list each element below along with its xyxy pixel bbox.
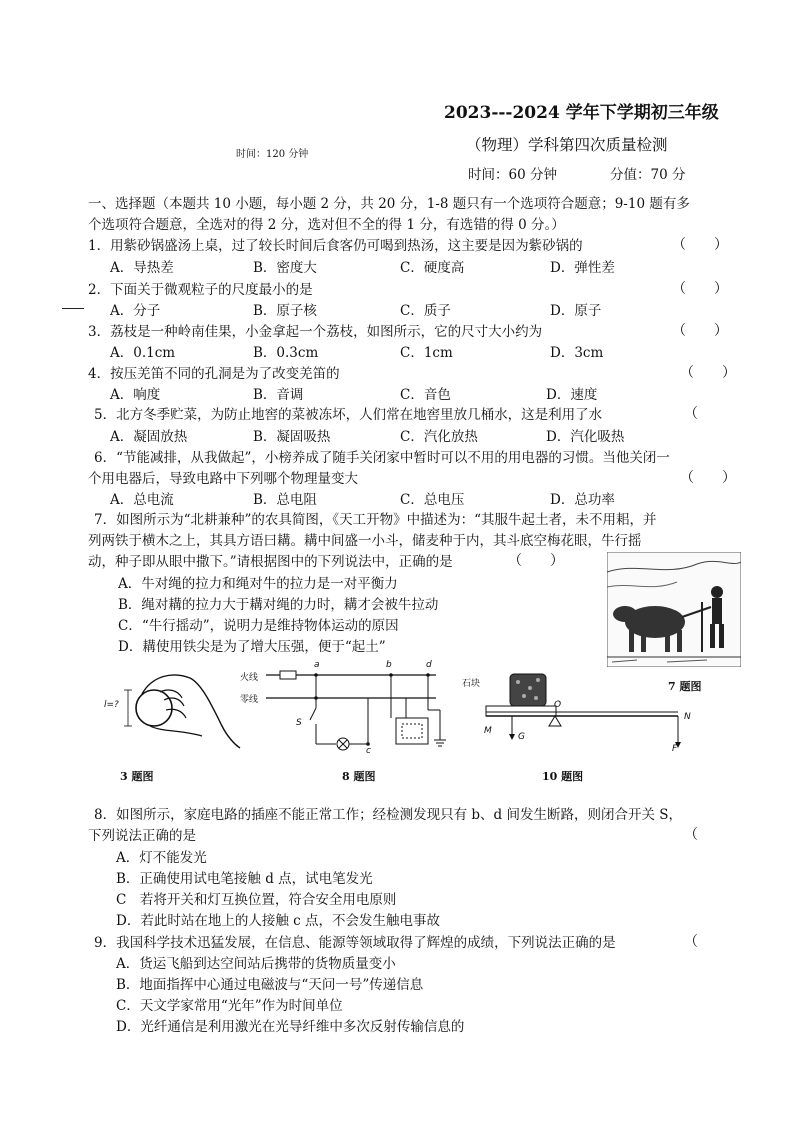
figure-8-neutral-label: 零线 xyxy=(240,695,259,705)
question-5-stem: 5．北方冬季贮菜，为防止地窖的菜被冻坏，人们常在地窖里放几桶水，这是利用了水 xyxy=(94,407,603,423)
section-instruction-1: 一、选择题（本题共 10 小题，每小题 2 分，共 20 分，1-8 题只有一个选项符合题意；9-10 题有多 xyxy=(88,196,690,212)
q5-option-a[interactable]: A．凝固放热 xyxy=(110,429,188,445)
question-7-stem-3: 动，种子即从眼中撒下。”请根据图中的下列说法中，正确的是 xyxy=(88,554,453,570)
q7-option-d[interactable]: D．耩使用铁尖是为了增大压强，便于“起土” xyxy=(118,639,386,655)
figure-3-caption: 3 题图 xyxy=(120,770,154,783)
q1-option-d[interactable]: D．弹性差 xyxy=(550,260,615,276)
figure-8-point-a: a xyxy=(314,660,320,670)
question-4-answer-paren[interactable]: （ ） xyxy=(680,365,736,381)
q4-option-b[interactable]: B．音调 xyxy=(253,387,304,403)
q4-option-c[interactable]: C．音色 xyxy=(400,387,451,403)
time-right: 时间：60 分钟 xyxy=(468,167,557,183)
q4-option-d[interactable]: D．速度 xyxy=(546,387,598,403)
figure-10-force-label: F xyxy=(672,744,678,754)
q5-option-c[interactable]: C．汽化放热 xyxy=(400,429,478,445)
q7-option-c[interactable]: C．“牛行摇动”，说明力是维持物体运动的原因 xyxy=(118,618,399,634)
figure-10-point-n: N xyxy=(684,712,691,722)
q6-option-d[interactable]: D．总功率 xyxy=(550,492,615,508)
time-left: 时间：120 分钟 xyxy=(236,149,309,160)
figure-7-illustration xyxy=(607,552,741,667)
q2-option-a[interactable]: A．分子 xyxy=(110,303,161,319)
figure-8-switch-label: S xyxy=(296,718,302,728)
figure-10-lever xyxy=(478,668,698,760)
question-6-stem-2: 个用电器后，导致电路中下列哪个物理量变大 xyxy=(88,471,358,487)
q8-option-b[interactable]: B．正确使用试电笔接触 d 点，试电笔发光 xyxy=(116,871,373,887)
q1-option-c[interactable]: C．硬度高 xyxy=(400,260,465,276)
score: 分值：70 分 xyxy=(610,167,686,183)
q9-option-d[interactable]: D．光纤通信是利用激光在光导纤维中多次反射传输信息的 xyxy=(116,1019,465,1035)
question-9-answer-paren[interactable]: （ xyxy=(684,934,698,950)
question-2-answer-paren[interactable]: （ ） xyxy=(672,281,728,297)
question-7-stem: 7．如图所示为“北耕兼种”的农具简图，《天工开物》中描述为：“其服牛起土者，未不用耜，并 xyxy=(94,512,657,528)
exam-subtitle: （物理）学科第四次质量检测 xyxy=(466,136,668,154)
figure-10-stone-label: 石块 xyxy=(462,679,481,689)
question-1-answer-paren[interactable]: （ ） xyxy=(672,237,728,253)
q6-option-c[interactable]: C．总电压 xyxy=(400,492,465,508)
figure-10-point-m: M xyxy=(484,726,492,736)
figure-3-length-label: l=? xyxy=(104,700,119,710)
exam-title: 2023---2024 学年下学期初三年级 xyxy=(444,103,719,123)
q1-option-a[interactable]: A．导热差 xyxy=(110,260,174,276)
figure-8-caption: 8 题图 xyxy=(342,770,376,783)
q8-option-a[interactable]: A．灯不能发光 xyxy=(116,850,207,866)
question-4-stem: 4．按压羌笛不同的孔洞是为了改变羌笛的 xyxy=(88,366,340,382)
figure-10-caption: 10 题图 xyxy=(542,770,584,783)
q8-option-c[interactable]: C 若将开关和灯互换位置，符合安全用电原则 xyxy=(116,892,397,908)
q3-option-d[interactable]: D．3cm xyxy=(550,345,604,361)
q3-option-c[interactable]: C．1cm xyxy=(400,345,453,361)
question-3-stem: 3．荔枝是一种岭南佳果，小金拿起一个荔枝，如图所示，它的尺寸大小约为 xyxy=(88,324,543,340)
question-6-stem: 6．“节能减排，从我做起”，小榜养成了随手关闭家中暂时可以不用的用电器的习惯。当他关闭一 xyxy=(94,450,670,466)
q7-option-b[interactable]: B．绳对耩的拉力大于耩对绳的力时，耩才会被牛拉动 xyxy=(118,597,439,613)
q1-option-b[interactable]: B．密度大 xyxy=(253,260,317,276)
question-3-answer-paren[interactable]: （ ） xyxy=(672,323,728,339)
figure-10-fulcrum-label: O xyxy=(554,700,562,710)
figure-8-point-c: c xyxy=(366,746,371,756)
question-6-answer-paren[interactable]: （ ） xyxy=(680,470,736,486)
q2-option-d[interactable]: D．原子 xyxy=(550,303,602,319)
question-1-stem: 1．用紫砂锅盛汤上桌，过了较长时间后食客仍可喝到热汤，这主要是因为紫砂锅的 xyxy=(88,238,583,254)
question-7-stem-2: 列两铁于横木之上，其具方语曰耩。耩中间盛一小斗，储麦种于内，其斗底空梅花眼，牛行摇 xyxy=(88,533,642,549)
question-5-answer-paren[interactable]: （ xyxy=(684,406,698,422)
figure-10-gravity-label: G xyxy=(518,732,525,742)
q5-option-d[interactable]: D．汽化吸热 xyxy=(546,429,625,445)
question-9-stem: 9．我国科学技术迅猛发展，在信息、能源等领域取得了辉煌的成绩，下列说法正确的是 xyxy=(94,935,616,951)
question-8-answer-paren[interactable]: （ xyxy=(684,827,698,843)
figure-3-illustration xyxy=(112,666,242,756)
figure-7-caption: 7 题图 xyxy=(668,680,702,693)
margin-dash xyxy=(62,308,84,309)
figure-8-point-b: b xyxy=(386,660,392,670)
q5-option-b[interactable]: B．凝固吸热 xyxy=(253,429,331,445)
figure-8-circuit xyxy=(236,660,458,760)
question-2-stem: 2．下面关于微观粒子的尺度最小的是 xyxy=(88,282,313,298)
question-7-answer-paren[interactable]: （ ） xyxy=(508,553,564,569)
q9-option-a[interactable]: A．货运飞船到达空间站后携带的货物质量变小 xyxy=(116,956,396,972)
question-8-stem-2: 下列说法正确的是 xyxy=(88,828,196,844)
section-instruction-2: 个选项符合题意，全选对的得 2 分，选对但不全的得 1 分，有选错的得 0 分。） xyxy=(88,217,565,233)
q3-option-a[interactable]: A．0.1cm xyxy=(110,345,176,361)
q8-option-d[interactable]: D．若此时站在地上的人接触 c 点，不会发生触电事故 xyxy=(116,913,440,929)
q4-option-a[interactable]: A．响度 xyxy=(110,387,161,403)
q2-option-c[interactable]: C．质子 xyxy=(400,303,451,319)
q6-option-b[interactable]: B．总电阻 xyxy=(253,492,317,508)
q7-option-a[interactable]: A．牛对绳的拉力和绳对牛的拉力是一对平衡力 xyxy=(118,576,398,592)
q6-option-a[interactable]: A．总电流 xyxy=(110,492,174,508)
figure-8-live-label: 火线 xyxy=(240,673,259,683)
q3-option-b[interactable]: B．0.3cm xyxy=(253,345,319,361)
question-8-stem: 8．如图所示，家庭电路的插座不能正常工作；经检测发现只有 b、d 间发生断路，则闭合开关 S， xyxy=(94,807,682,823)
figure-8-point-d: d xyxy=(426,660,432,670)
q2-option-b[interactable]: B．原子核 xyxy=(253,303,317,319)
q9-option-c[interactable]: C．天文学家常用“光年”作为时间单位 xyxy=(116,998,343,1014)
q9-option-b[interactable]: B．地面指挥中心通过电磁波与“天问一号”传递信息 xyxy=(116,977,424,993)
